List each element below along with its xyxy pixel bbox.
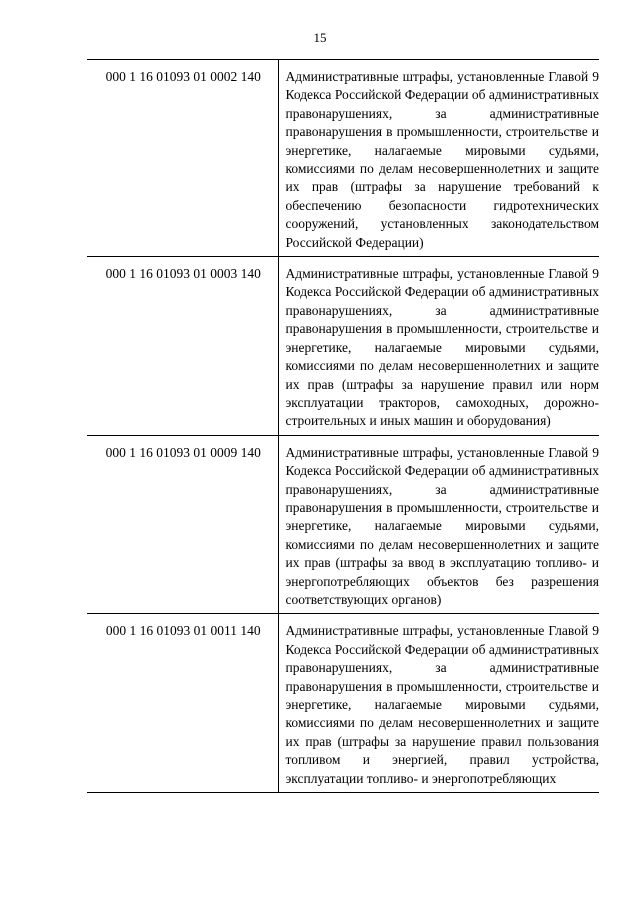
table-row <box>87 614 599 793</box>
budget-code-cell: 000 1 16 01093 01 0002 140 <box>87 60 278 257</box>
table-row <box>87 60 599 257</box>
page-number: 15 <box>313 30 327 45</box>
table-row <box>87 257 599 436</box>
description-cell: Административные штрафы, установленные Главой 9 Кодекса Российской Федерации об административных правонарушениях, за административные правонарушения в промышленности, строительстве и энергетике, налагаемые мировыми судьями, комиссиями по делам несовершеннолетних и защите их прав (штрафы за ввод в эксплуатацию топливо- и энергопотребляющих объектов без разрешения соответствующих органов) <box>278 435 599 614</box>
description-cell: Административные штрафы, установленные Главой 9 Кодекса Российской Федерации об административных правонарушениях, за административные правонарушения в промышленности, строительстве и энергетике, налагаемые мировыми судьями, комиссиями по делам несовершеннолетних и защите их прав (штрафы за нарушение правил или норм эксплуатации тракторов, самоходных, дорожно-строительных и иных машин и оборудования) <box>278 257 599 436</box>
description-cell: Административные штрафы, установленные Главой 9 Кодекса Российской Федерации об административных правонарушениях, за административные правонарушения в промышленности, строительстве и энергетике, налагаемые мировыми судьями, комиссиями по делам несовершеннолетних и защите их прав (штрафы за нарушение требований к обеспечению безопасности гидротехнических сооружений, установленных законодательством Российской Федерации) <box>278 60 599 257</box>
budget-code-cell: 000 1 16 01093 01 0009 140 <box>87 435 278 614</box>
description-cell: Административные штрафы, установленные Главой 9 Кодекса Российской Федерации об административных правонарушениях, за административные правонарушения в промышленности, строительстве и энергетике, налагаемые мировыми судьями, комиссиями по делам несовершеннолетних и защите их прав (штрафы за нарушение правил пользования топливом и энергией, правил устройства, эксплуатации топливо- и энергопотребляющих <box>278 614 599 793</box>
budget-codes-table <box>87 59 599 793</box>
budget-code-cell: 000 1 16 01093 01 0011 140 <box>87 614 278 793</box>
budget-code-cell: 000 1 16 01093 01 0003 140 <box>87 257 278 436</box>
table-row <box>87 435 599 614</box>
